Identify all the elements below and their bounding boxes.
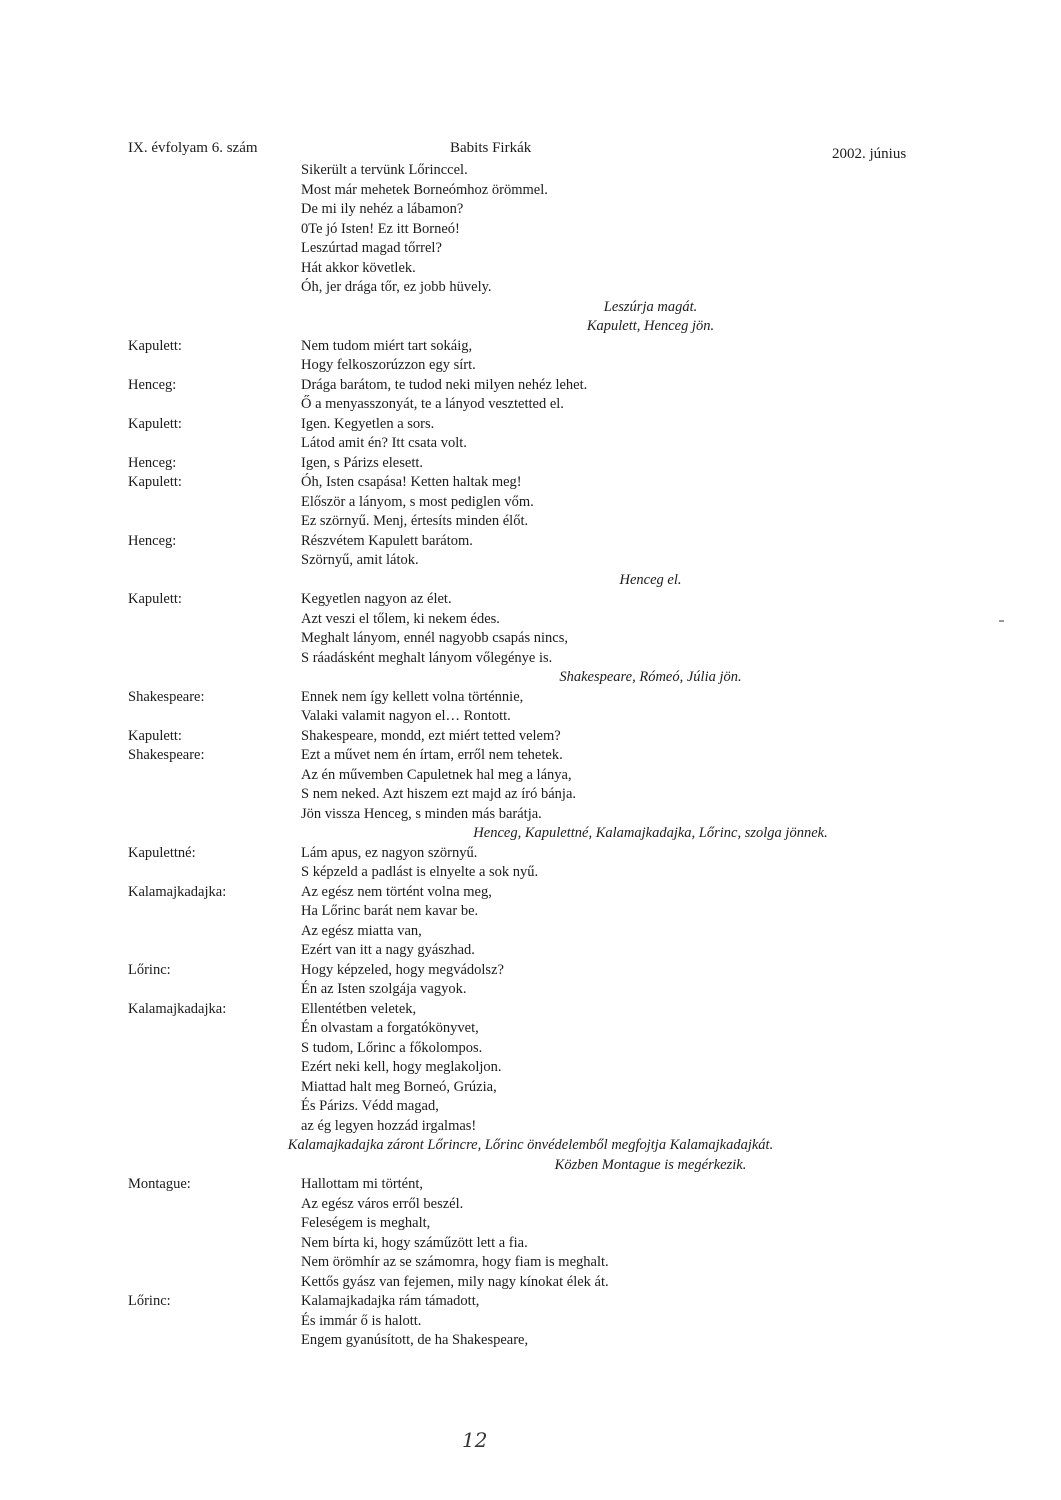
dialogue-text: És Párizs. Védd magad, [301,1098,439,1114]
page-number: 12 [462,1428,488,1452]
script-line [0,863,1061,883]
script-line [0,454,1061,474]
script-line [0,746,1061,766]
dialogue-text: Engem gyanúsított, de ha Shakespeare, [301,1332,529,1348]
dialogue-text: De mi ily nehéz a lábamon? [301,201,464,217]
dialogue-text: Hát akkor követlek. [301,259,416,276]
dialogue-text: Most már mehetek Borneómhoz örömmel. [301,181,548,198]
speaker-name: Henceg: [128,532,177,549]
dialogue-text: Az egész város erről beszél. [301,1195,464,1212]
script-line [0,590,1061,610]
script-line [0,941,1061,961]
dialogue-text: S nem neked. Azt hiszem ezt majd az író bánja. [301,786,577,802]
speaker-name: Montague: [128,1176,191,1192]
dialogue-text: Először a lányom, s most pediglen vőm. [301,493,534,510]
dialogue-text: S tudom, Lőrinc a főkolompos. [301,1039,483,1056]
script-line [0,415,1061,435]
speaker-name: Kapulett: [128,337,182,354]
stage-direction-text: Kapulett, Henceg jön. [586,318,715,334]
dialogue-text: Részvétem Kapulett barátom. [301,532,473,549]
script-line [0,1292,1061,1312]
stage-direction [0,1136,1061,1156]
dialogue-text: Nem bírta ki, hogy száműzött lett a fia. [301,1234,528,1251]
script-line [0,1039,1061,1059]
script-line [0,161,1061,181]
dialogue-text: Szörnyű, amit látok. [301,552,419,568]
script-line [0,1000,1061,1020]
script-line [0,902,1061,922]
dialogue-text: Igen. Kegyetlen a sors. [301,415,435,432]
dialogue-text: Ennek nem így kellett volna történnie, [301,688,524,705]
dialogue-text: Óh, jer drága tőr, ez jobb hüvely. [301,279,492,295]
stage-direction-text: Shakespeare, Rómeó, Júlia jön. [559,669,742,685]
stage-direction [0,298,1061,318]
dialogue-text: Látod amit én? Itt csata volt. [301,435,467,451]
dialogue-text: Az egész miatta van, [301,922,422,939]
script-line [0,493,1061,513]
dialogue-text: Jön vissza Henceg, s minden más barátja. [301,805,542,822]
stage-direction [0,1156,1061,1176]
script-line [0,766,1061,786]
speaker-name: Kapulett: [128,415,182,432]
dialogue-text: Hallottam mi történt, [301,1176,424,1192]
script-line [0,473,1061,493]
script-line [0,356,1061,376]
play-script [0,161,1061,1351]
dialogue-text: Shakespeare, mondd, ezt miért tetted velem? [301,727,561,744]
dialogue-text: S képzeld a padlást is elnyelte a sok nyű. [301,864,539,880]
script-line [0,1234,1061,1254]
dialogue-text: Valaki valamit nagyon el… Rontott. [301,708,511,724]
script-line [0,980,1061,1000]
dialogue-text: Az egész nem történt volna meg, [301,883,492,900]
dialogue-text: 0Te jó Isten! Ez itt Borneó! [301,220,460,237]
speaker-name: Kapulett: [128,474,182,490]
speaker-name: Lőrinc: [128,961,171,978]
speaker-name: Henceg: [128,454,177,471]
speaker-name: Kalamajkadajka: [128,1000,227,1017]
dialogue-text: Kalamajkadajka rám támadott, [301,1293,480,1309]
dialogue-text: Ő a menyasszonyát, te a lányod vesztetted el. [301,396,564,412]
script-line [0,1175,1061,1195]
speaker-name: Lőrinc: [128,1293,171,1309]
script-line [0,181,1061,201]
script-line [0,961,1061,981]
script-line [0,844,1061,864]
stage-direction-text: Kalamajkadajka záront Lőrincre, Lőrinc önvédelemből megfojtja Kalamajkadajkát. [287,1137,774,1153]
dialogue-text: Igen, s Párizs elesett. [301,454,424,471]
stage-direction [0,317,1061,337]
script-line [0,512,1061,532]
dialogue-text: S ráadásként meghalt lányom vőlegénye is. [301,649,553,666]
script-line [0,649,1061,669]
issue-number: IX. évfolyam 6. szám [128,140,258,156]
dialogue-text: Ezért van itt a nagy gyászhad. [301,942,475,958]
script-line [0,1058,1061,1078]
script-line [0,532,1061,552]
script-line [0,1195,1061,1215]
script-line [0,337,1061,357]
speaker-name: Kapulett: [128,727,182,744]
script-line [0,707,1061,727]
script-line [0,688,1061,708]
script-line [0,1078,1061,1098]
dialogue-text: Hogy képzeled, hogy megvádolsz? [301,961,504,978]
dialogue-text: Ha Lőrinc barát nem kavar be. [301,903,479,919]
script-line [0,551,1061,571]
script-line [0,200,1061,220]
script-line [0,1253,1061,1273]
script-line [0,1273,1061,1293]
speaker-name: Shakespeare: [128,688,205,705]
script-line [0,395,1061,415]
stage-direction [0,571,1061,591]
dialogue-text: Azt veszi el tőlem, ki nekem édes. [301,610,500,627]
stage-direction-text: Henceg el. [619,571,682,588]
speaker-name: Kalamajkadajka: [128,883,227,900]
speaker-name: Kapulett: [128,591,182,607]
publication-title: Babits Firkák [450,140,532,156]
dialogue-text: Ezért neki kell, hogy meglakoljon. [301,1059,502,1075]
speaker-name: Kapulettné: [128,844,196,861]
script-line [0,1019,1061,1039]
issue-date: 2002. június [832,146,907,162]
dialogue-text: Én az Isten szolgája vagyok. [301,981,467,997]
dialogue-text: Én olvastam a forgatókönyvet, [301,1020,479,1036]
script-line [0,785,1061,805]
script-line [0,805,1061,825]
script-line [0,610,1061,630]
scan-mark [999,620,1004,622]
script-line [0,220,1061,240]
dialogue-text: Az én művemben Capuletnek hal meg a lánya, [301,766,572,783]
script-line [0,727,1061,747]
dialogue-text: Ellentétben veletek, [301,1000,417,1017]
script-line [0,1331,1061,1351]
dialogue-text: És immár ő is halott. [301,1312,422,1329]
dialogue-text: Nem örömhír az se számomra, hogy fiam is meghalt. [301,1254,609,1270]
dialogue-text: Nem tudom miért tart sokáig, [301,337,473,354]
dialogue-text: Ez szörnyű. Menj, értesíts minden élőt. [301,513,529,529]
dialogue-text: Meghalt lányom, ennél nagyobb csapás nincs, [301,630,568,646]
dialogue-text: Lám apus, ez nagyon szörnyű. [301,844,478,861]
script-line [0,922,1061,942]
script-line [0,1312,1061,1332]
script-line [0,1117,1061,1137]
script-line [0,278,1061,298]
stage-direction-text: Henceg, Kapulettné, Kalamajkadajka, Lőrinc, szolga jönnek. [473,825,828,841]
dialogue-text: Kettős gyász van fejemen, mily nagy kínokat élek át. [301,1273,609,1290]
dialogue-text: Óh, Isten csapása! Ketten haltak meg! [301,474,522,490]
dialogue-text: Ezt a művet nem én írtam, erről nem tehetek. [301,747,563,763]
script-line [0,1097,1061,1117]
script-line [0,376,1061,396]
dialogue-text: Kegyetlen nagyon az élet. [301,591,452,607]
script-line [0,259,1061,279]
script-line [0,883,1061,903]
dialogue-text: Feleségem is meghalt, [301,1215,431,1231]
stage-direction-text: Közben Montague is megérkezik. [554,1156,747,1173]
script-line [0,239,1061,259]
stage-direction [0,668,1061,688]
script-line [0,629,1061,649]
dialogue-text: Miattad halt meg Borneó, Grúzia, [301,1078,497,1095]
dialogue-text: Sikerült a tervünk Lőrinccel. [301,162,468,178]
stage-direction-text: Leszúrja magát. [603,298,698,315]
dialogue-text: Hogy felkoszorúzzon egy sírt. [301,357,476,373]
speaker-name: Henceg: [128,376,177,393]
stage-direction [0,824,1061,844]
dialogue-text: Leszúrtad magad tőrrel? [301,240,442,256]
speaker-name: Shakespeare: [128,747,205,763]
script-line [0,1214,1061,1234]
dialogue-text: az ég legyen hozzád irgalmas! [301,1117,477,1134]
dialogue-text: Drága barátom, te tudod neki milyen nehéz lehet. [301,376,588,393]
script-line [0,434,1061,454]
